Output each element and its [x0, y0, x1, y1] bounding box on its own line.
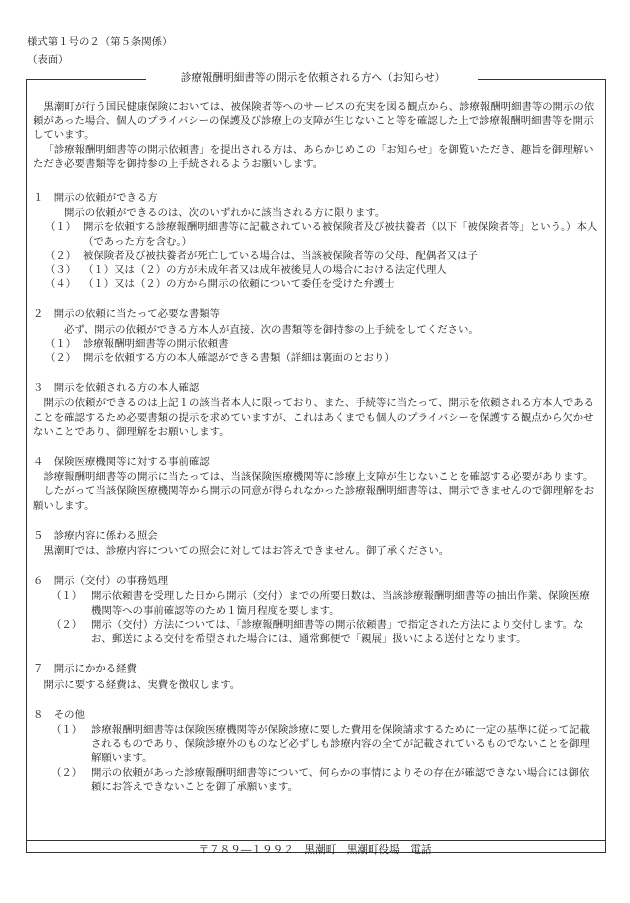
section-4-body-1: 診療報酬明細書等の開示に当たっては、当該保険医療機関等に診療上支障が生じないことを確認する必要があります。	[43, 471, 594, 484]
section-4-heading: ４ 保険医療機関等に対する事前確認	[33, 456, 210, 469]
item-text: 被保険者及び被扶養者が死亡している場合は、当該被保険者等の父母、配偶者又は子	[83, 249, 478, 262]
list-item	[33, 618, 599, 646]
item-number: （２）	[51, 618, 83, 631]
section-5	[33, 529, 599, 558]
section-2	[33, 307, 599, 365]
item-number: （２）	[51, 766, 83, 779]
item-number: （２）	[45, 352, 77, 365]
list-item	[33, 337, 599, 351]
item-number: （１）	[51, 590, 83, 603]
frame-divider-right	[478, 79, 606, 80]
list-item	[33, 277, 599, 291]
section-1-lead: 開示の依頼ができるのは、次のいずれかに該当される方に限ります。	[64, 207, 386, 220]
section-1	[33, 191, 599, 291]
list-item	[33, 766, 599, 794]
section-7-body: 開示に要する経費は、実費を徴収します。	[43, 678, 241, 691]
section-3-body: 開示の依頼ができるのは上記１の該当者本人に限っており、また、手続等に当たって、開示を依頼される方本人であることを確認するため必要書類の提示を求めていますが、これはあくまでも個人のプライバシーを保護する観点から欠かせないことであり、御理解をお願いします。	[33, 397, 594, 438]
section-4	[33, 455, 599, 513]
intro-paragraph-1: 黒潮町が行う国民健康保険においては、被保険者等へのサービスの充実を図る観点から、診療報酬明細書等の開示の依頼があった場合、個人のプライバシーの保護及び診療上の支障が生じないこと等を確認した上で診療報酬明細書等を開示しています。	[33, 101, 595, 142]
list-item	[33, 249, 599, 263]
item-number: （４）	[45, 278, 77, 291]
form-label: 様式第１号の２（第５条関係）	[27, 36, 173, 48]
item-text: 開示を依頼する診療報酬明細書等に記載されている被保険者及び被扶養者（以下「被保険者等」という。）本人（であった方を含む。）	[83, 221, 598, 248]
list-item	[33, 723, 599, 766]
section-6	[33, 574, 599, 646]
section-2-lead: 必ず、開示の依頼ができる方本人が直接、次の書類等を御持参の上手続をしてください。	[64, 323, 479, 336]
section-5-body: 黒潮町では、診療内容についての照会に対してはお答えできません。御了承ください。	[43, 545, 450, 558]
item-text: 開示依頼書を受理した日から開示（交付）までの所要日数は、当該診療報酬明細書等の抽出作業、保険医療機関等への事前確認等のため１箇月程度を要します。	[91, 590, 590, 617]
section-3	[33, 381, 599, 439]
item-text: （１）又は（２）の方が未成年者又は成年被後見人の場合における法定代理人	[83, 264, 447, 277]
list-item	[33, 220, 599, 248]
item-number: （３）	[45, 264, 77, 277]
item-text: （１）又は（２）の方から開示の依頼について委任を受けた弁護士	[83, 278, 395, 291]
section-4-body-2: したがって当該保険医療機関等から開示の同意が得られなかった診療報酬明細書等は、開示できませんので御理解をお願いします。	[33, 485, 595, 512]
section-1-heading: １ 開示の依頼ができる方	[33, 192, 158, 205]
frame-divider-left	[26, 79, 146, 80]
item-text: 診療報酬明細書等は保険医療機関等が保険診療に要した費用を保険請求するために一定の基準に従って記載されるものであり、保険診療外のものなど必ずしも診療内容の全てが記載されているものでないことを御理解願います。	[91, 723, 590, 765]
item-number: （１）	[51, 723, 83, 736]
section-5-heading: ５ 診療内容に係わる照会	[33, 529, 158, 542]
item-text: 開示（交付）方法については、「診療報酬明細書等の開示依頼書」で指定された方法により交付します。なお、郵送による交付を希望された場合には、通常郵便で「親展」扱いによる送付となります。	[91, 618, 584, 646]
section-8	[33, 708, 599, 794]
item-number: （２）	[45, 249, 77, 262]
item-text: 診療報酬明細書等の開示依頼書	[83, 337, 229, 350]
section-7	[33, 662, 599, 691]
list-item	[33, 263, 599, 277]
notice-content	[33, 100, 599, 794]
section-8-heading: ８ その他	[33, 708, 85, 721]
side-label: （表面）	[27, 54, 69, 66]
intro-paragraph-2: 「診療報酬明細書等の開示依頼書」を提出される方は、あらかじめこの「お知らせ」を御覧いただき、趣旨を御理解いただき必要書類等を御持参の上手続されるようお願いします。	[33, 143, 594, 170]
section-7-heading: ７ 開示にかかる経費	[33, 663, 137, 676]
list-item	[33, 351, 599, 365]
item-number: （１）	[45, 337, 77, 350]
frame-title: 診療報酬明細書等の開示を依頼される方へ（お知らせ）	[180, 72, 446, 84]
list-item	[33, 589, 599, 617]
section-6-heading: ６ 開示（交付）の事務処理	[33, 575, 169, 588]
item-text: 開示の依頼があった診療報酬明細書等について、何らかの事情によりその存在が確認できない場合には御依頼にお答えできないことを御了承願います。	[91, 766, 590, 793]
item-number: （１）	[45, 221, 77, 234]
item-text: 開示を依頼する方の本人確認ができる書類（詳細は裏面のとおり）	[83, 352, 395, 365]
footer-contact: 〒７８９―１９９２ 黒潮町 黒潮町役場 電話	[198, 844, 432, 856]
section-3-heading: ３ 開示を依頼される方の本人確認	[33, 382, 200, 395]
section-2-heading: ２ 開示の依頼に当たって必要な書類等	[33, 308, 221, 321]
